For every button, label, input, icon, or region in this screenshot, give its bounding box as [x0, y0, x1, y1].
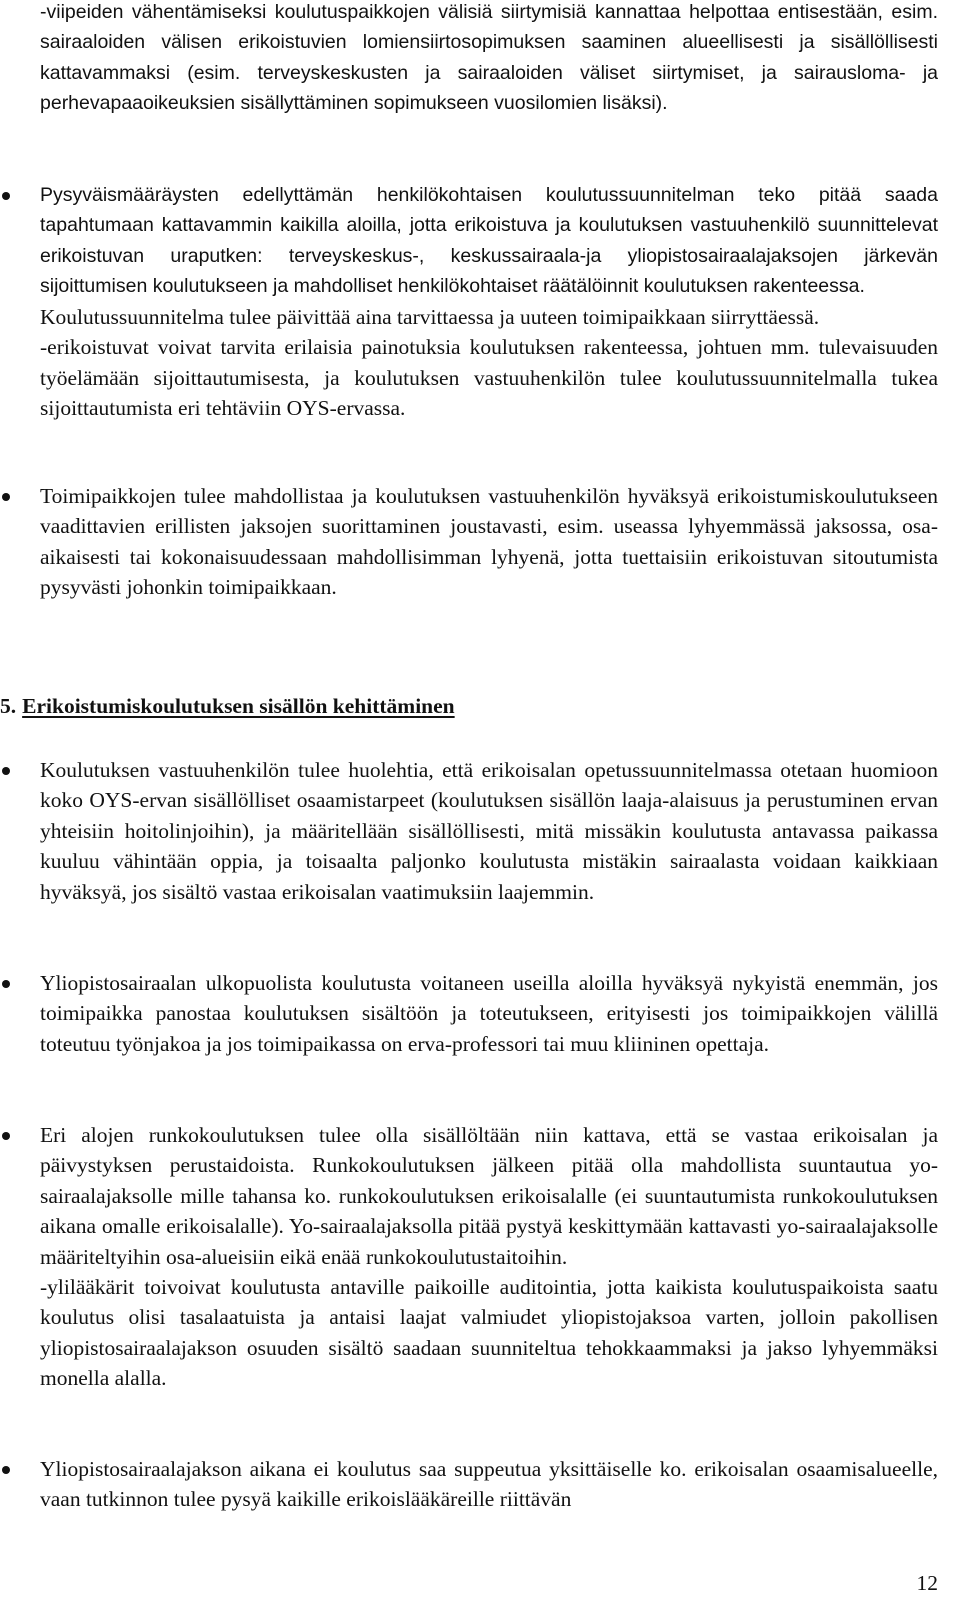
section-heading — [0, 691, 455, 721]
bullet-item-personal-plan — [40, 180, 938, 302]
bullet-paragraph: -erikoistuvat voivat tarvita erilaisia painotuksia koulutuksen rakenteessa, johtuen mm. tulevaisuuden työelämään sijoittautumisesta, ja koulutuksen vastuuhenkilön tulee koulutussuunnitelmalla tukea sijoittautumista eri tehtäviin OYS-ervassa. — [40, 335, 938, 421]
bullet-icon — [2, 1466, 10, 1474]
bullet-icon — [2, 192, 10, 200]
bullet-item-curriculum — [40, 755, 938, 907]
intro-continuation-paragraph — [40, 0, 938, 119]
section-number: 5. — [0, 694, 17, 718]
page-number: 12 — [916, 1571, 938, 1595]
bullet-paragraph: Eri alojen runkokoulutuksen tulee olla sisällöltään niin kattava, että se vastaa erikoisalan ja päivystyksen perustaidoista. Runkokoulutuksen jälkeen pitää olla mahdollista suuntautua yo-sairaalajaksolle mille tahansa ko. runkokoulutuksen erikoisalalle (ei suuntautumista runkokoulutuksen aikana omalle erikoisalalle). Yo-sairaalajaksolla pitää pystyä keskittymään kattavasti yo-sairaalajaksolle määriteltyihin osa-alueisiin eikä enää runkokoulutustaitoihin. — [40, 1123, 938, 1269]
bullet-paragraph: Koulutussuunnitelma tulee päivittää aina tarvittaessa ja uuteen toimipaikkaan siirryttäessä. — [40, 305, 820, 329]
bullet-paragraph: Yliopistosairaalajakson aikana ei koulutus saa suppeutua yksittäiselle ko. erikoisalan osaamisalueelle, vaan tutkinnon tulee pysyä kaikille erikoislääkäreille riittävän — [40, 1457, 938, 1512]
bullet-icon — [2, 767, 10, 775]
bullet-paragraph: -ylilääkärit toivoivat koulutusta antaville paikoille auditointia, jotta kaikista koulutuspaikoista saatu koulutus olisi tasalaatuista ja antaisi laajat valmiudet yliopistojaksoa varten, jolloin pakollisen yliopistosairaalajakson osuuden sisältö saadaan suunniteltua tehokkaammaksi ja jakso lyhyemmäksi monella alalla. — [40, 1275, 938, 1391]
bullet-icon — [2, 493, 10, 501]
bullet-icon — [2, 980, 10, 988]
bullet-item-university-period — [40, 1454, 938, 1515]
section-title: Erikoistumiskoulutuksen sisällön kehittäminen — [22, 694, 455, 718]
bullet-icon — [2, 1132, 10, 1140]
bullet-paragraph: Pysyväismääräysten edellyttämän henkilökohtaisen koulutussuunnitelman teko pitää saada tapahtumaan kattavammin kaikilla aloilla, jotta erikoistuva ja koulutuksen vastuuhenkilö suunnittelevat erikoistuvan uraputken: terveyskeskus-, keskussairaala-ja yliopistosairaalajaksojen järkevän sijoittumisen koulutukseen ja mahdolliset henkilökohtaiset räätälöinnit koulutuksen rakenteessa. — [40, 184, 938, 298]
bullet-item-outside-university — [40, 968, 938, 1059]
bullet-paragraph: Toimipaikkojen tulee mahdollistaa ja koulutuksen vastuuhenkilön hyväksyä erikoistumiskoulutukseen vaadittavien erillisten jaksojen suorittaminen joustavasti, esim. useassa lyhyemmässä jaksossa, osa-aikaisesti tai kokonaisuudessaan mahdollisimman lyhyenä, jotta tuettaisiin erikoistuvan sitoutumista pysyvästi johonkin toimipaikkaan. — [40, 484, 938, 600]
intro-continuation-text: -viipeiden vähentämiseksi koulutuspaikkojen välisiä siirtymisiä kannattaa helpottaa entisestään, esim. sairaaloiden välisen erikoistuvien lomiensiirtosopimuksen saaminen alueellisesti ja sisällöllisesti kattavammaksi (esim. terveyskeskusten ja sairaaloiden väliset siirtymiset, ja sairausloma- ja perhevapaaoikeuksien sisällyttäminen sopimukseen vuosilomien lisäksi). — [40, 1, 938, 115]
bullet-item-workplaces — [40, 481, 938, 603]
bullet-paragraph: Koulutuksen vastuuhenkilön tulee huolehtia, että erikoisalan opetussuunnitelmassa otetaan huomioon koko OYS-ervan sisällölliset osaamistarpeet (koulutuksen sisällön laaja-alaisuus ja perustuminen ervan yhteisiin hoitolinjoihin), ja määritellään sisällöllisesti, mitä missäkin koulutusta antavassa paikassa kuuluu vähintään oppia, ja toisaalta paljonko koulutusta mistäkin sairaalasta voidaan kaikkiaan hyväksyä, jos sisältö vastaa erikoisalan vaatimuksiin laajemmin. — [40, 758, 938, 904]
bullet-item-personal-plan-continuation — [40, 302, 938, 424]
bullet-paragraph: Yliopistosairaalan ulkopuolista koulutusta voitaneen useilla aloilla hyväksyä nykyistä enemmän, jos toimipaikka panostaa koulutuksen sisältöön ja toteutukseen, erityisesti jos toimipaikkojen välillä toteutuu työnjakoa ja jos toimipaikassa on erva-professori tai muu kliininen opettaja. — [40, 971, 938, 1056]
bullet-item-core-training — [40, 1120, 938, 1394]
